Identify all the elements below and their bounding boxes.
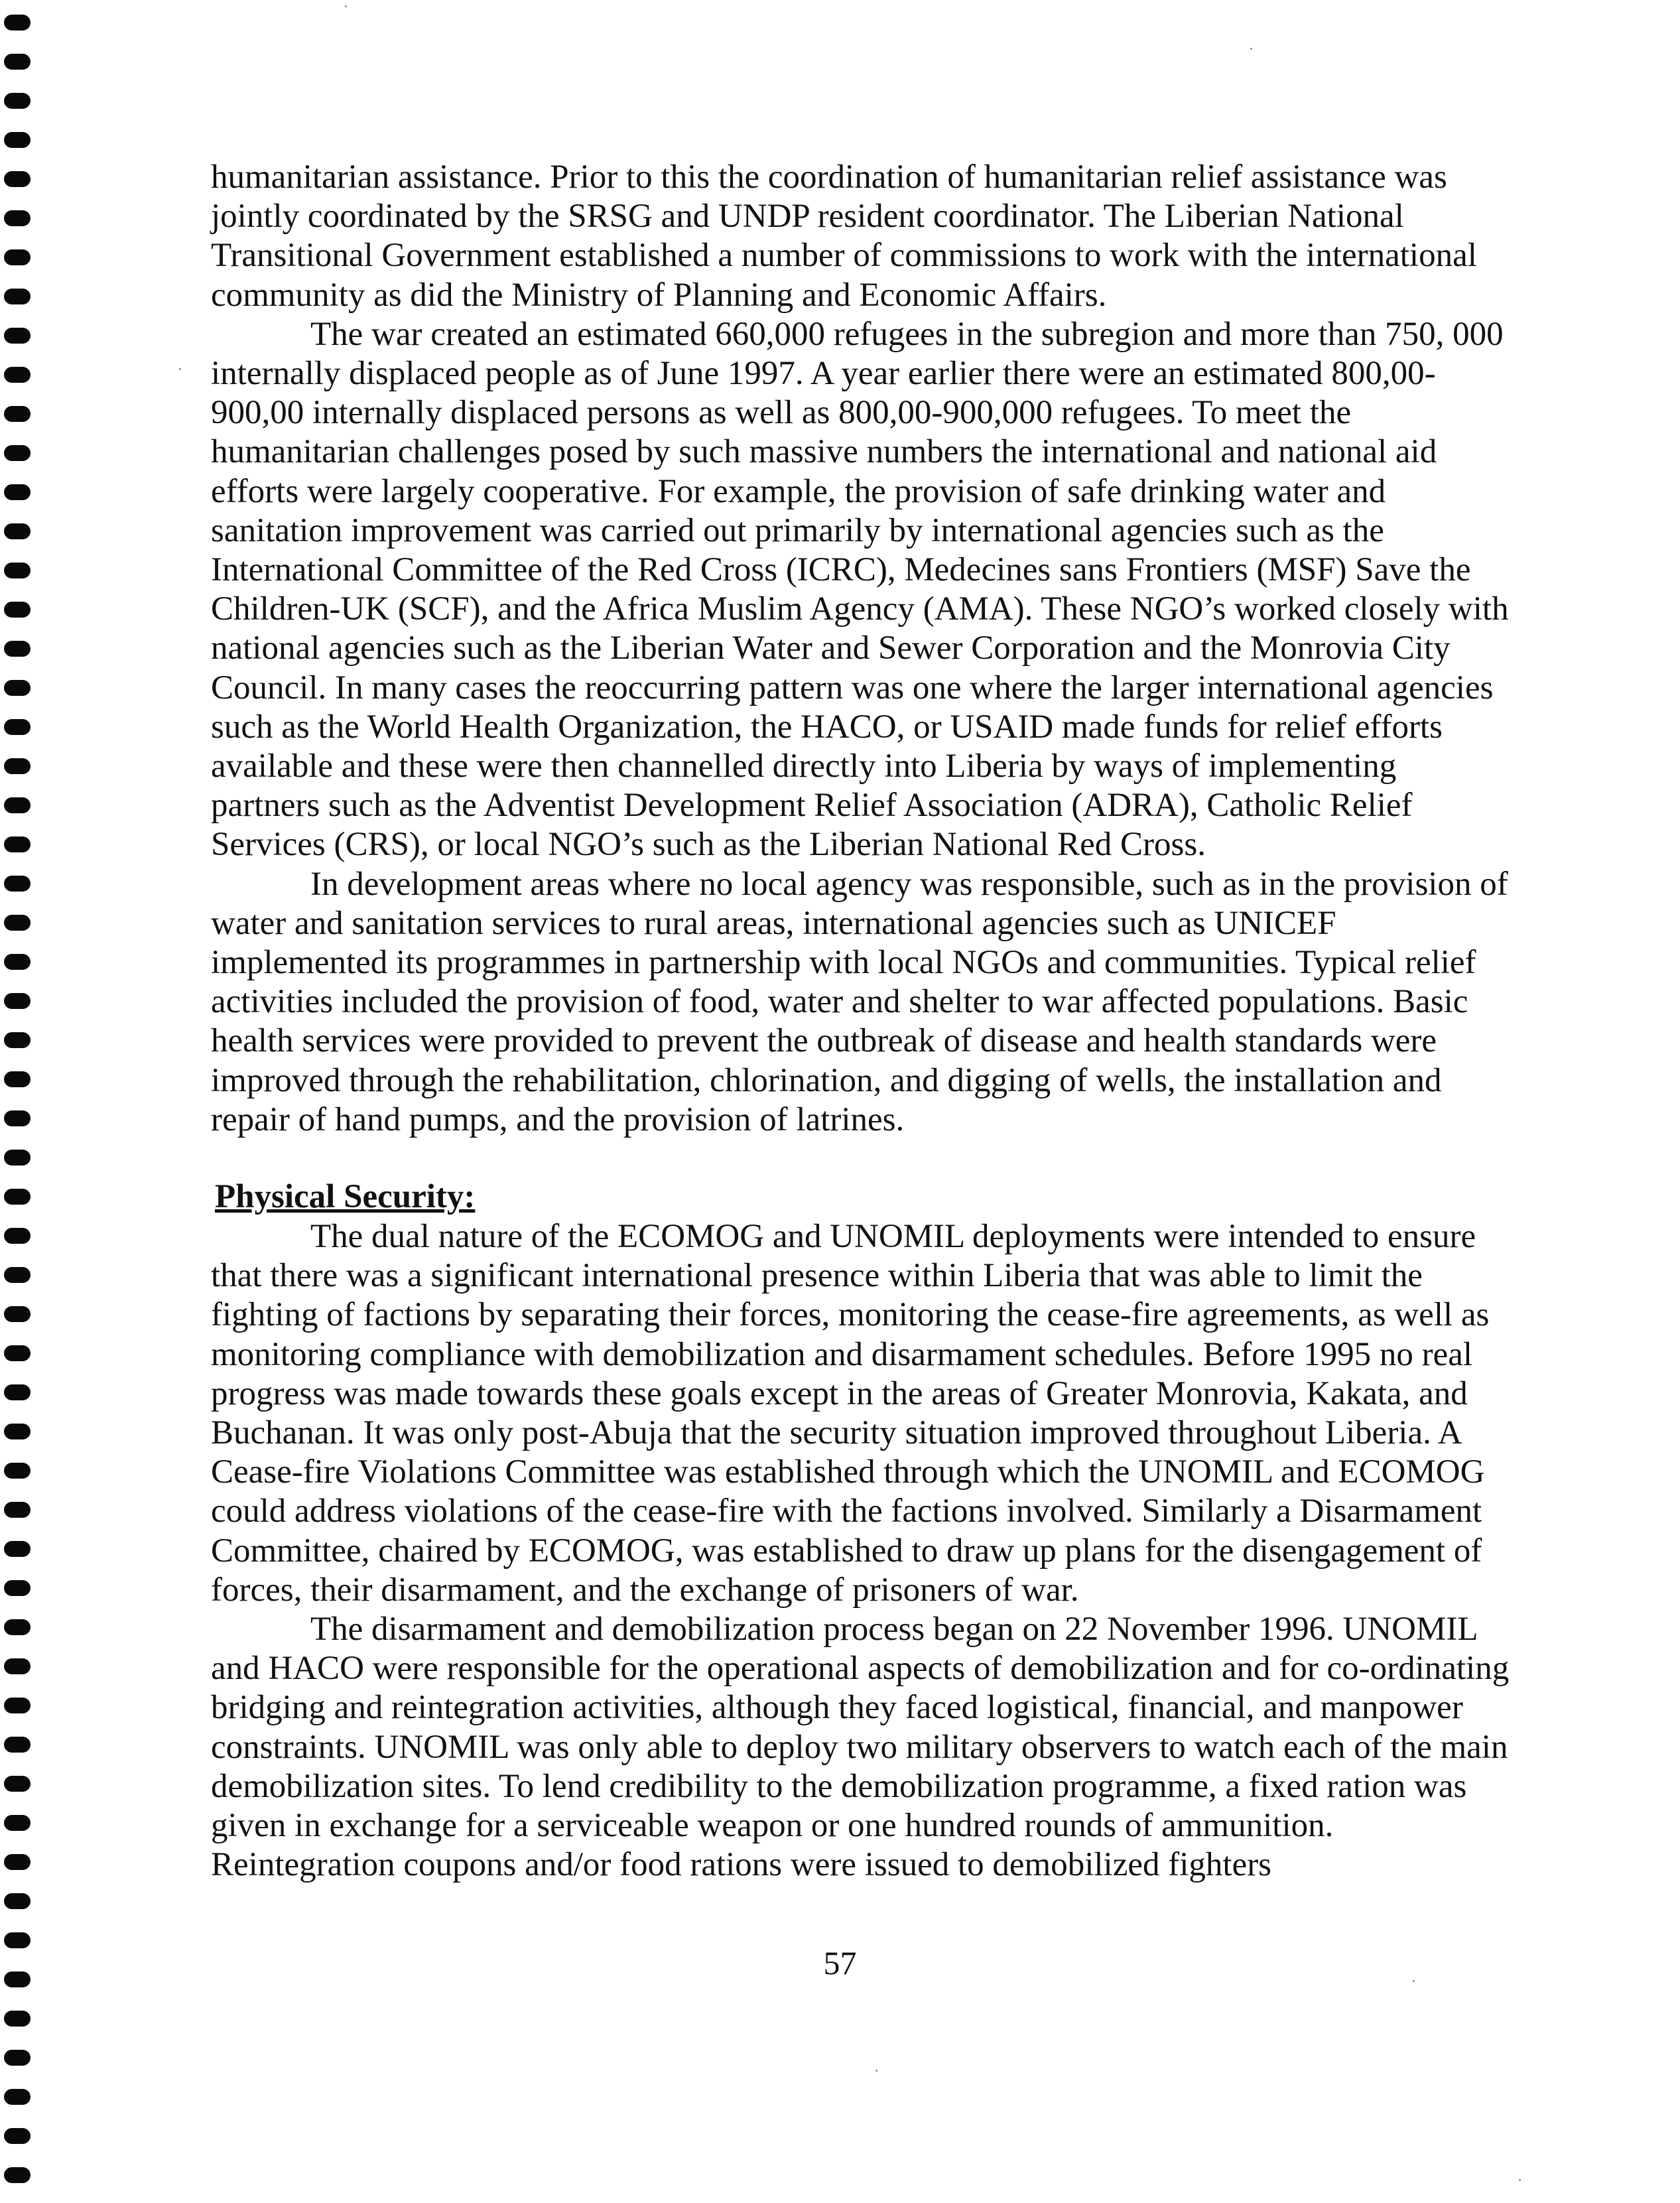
paragraph-disarmament-demobilization: The disarmament and demobilization process began on 22 November 1996. UNOMIL and HACO were responsible for the operational aspects of demobilization and for co-ordinating bridging and reintegration activities, although they faced logistical, financial, and manpower constraints. UNOMIL was only able to deploy two military observers to watch each of the main demobilization sites. To lend credibility to the demobilization programme, a fixed ration was given in exchange for a serviceable weapon or one hundred rounds of ammunition. Reintegration coupons and/or food rations were issued to demobilized fighters [211, 1611, 1510, 1884]
binding-hole [4, 132, 31, 148]
binding-hole [4, 680, 31, 696]
binding-hole [4, 1737, 31, 1753]
binding-hole [4, 1032, 31, 1048]
paragraph-ecomog-unomil-deployments: The dual nature of the ECOMOG and UNOMIL deployments were intended to ensure that there was a significant international presence within Liberia that was able to limit the fighting of factions by separating their forces, monitoring the cease-fire agreements, as well as monitoring compliance with demobilization and disarmament schedules. Before 1995 no real progress was made towards these goals except in the areas of Greater Monrovia, Kakata, and Buchanan. It was only post-Abuja that the security situation improved throughout Liberia. A Cease-fire Violations Committee was established through which the UNOMIL and ECOMOG could address violations of the cease-fire with the factions involved. Similarly a Disarmament Committee, chaired by ECOMOG, was established to draw up plans for the disengagement of forces, their disarmament, and the exchange of prisoners of war. [211, 1218, 1490, 1609]
binding-hole [4, 2050, 31, 2066]
scan-speck [1413, 1980, 1415, 1982]
binding-hole [4, 1384, 31, 1400]
binding-hole [4, 2011, 31, 2027]
binding-hole [4, 15, 31, 31]
binding-hole [4, 93, 31, 109]
binding-hole [4, 2089, 31, 2105]
binding-hole [4, 1502, 31, 1518]
binding-hole [4, 171, 31, 187]
binding-hole [4, 1267, 31, 1283]
binding-hole [4, 602, 31, 618]
section-heading-physical-security: Physical Security: [215, 1178, 476, 1215]
binding-hole [4, 367, 31, 383]
binding-hole [4, 210, 31, 226]
binding-hole [4, 719, 31, 735]
section-two-body [211, 1217, 1511, 1885]
scan-speck [1519, 2179, 1521, 2181]
binding-hole [4, 876, 31, 892]
binding-hole [4, 1854, 31, 1870]
binding-hole [4, 915, 31, 931]
binding-hole [4, 1698, 31, 1713]
binding-hole [4, 1306, 31, 1322]
binding-hole [4, 1815, 31, 1831]
paragraph-development-areas: In development areas where no local agency was responsible, such as in the provision of water and sanitation services to rural areas, international agencies such as UNICEF implemented its programmes in partnership with local NGOs and communities. Typical relief activities included the provision of food, water and shelter to war affected populations. Basic health services were provided to prevent the outbreak of disease and health standards were improved through the rehabilitation, chlorination, and digging of wells, the installation and repair of hand pumps, and the provision of latrines. [211, 865, 1508, 1138]
binding-hole [4, 484, 31, 500]
binding-hole [4, 406, 31, 422]
binding-hole [4, 1893, 31, 1909]
binding-hole [4, 249, 31, 265]
scan-speck [875, 2070, 877, 2072]
spiral-binding-holes [0, 0, 40, 2203]
binding-hole [4, 1424, 31, 1439]
binding-hole [4, 993, 31, 1009]
binding-hole [4, 2128, 31, 2144]
paragraph-refugees-and-aid: The war created an estimated 660,000 refugees in the subregion and more than 750, 000 internally displaced people as of June 1997. A year earlier there were an estimated 800,00-900,00 internally displaced persons as well as 800,00-900,000 refugees. To meet the humanitarian challenges posed by such massive numbers the international and national aid efforts were largely cooperative. For example, the provision of safe drinking water and sanitation improvement was carried out primarily by international agencies such as the International Committee of the Red Cross (ICRC), Medecines sans Frontiers (MSF) Save the Children-UK (SCF), and the Africa Muslim Agency (AMA). These NGO’s worked closely with national agencies such as the Liberian Water and Sewer Corporation and the Monrovia City Council. In many cases the reoccurring pattern was one where the larger international agencies such as the World Health Organization, the HACO, or USAID made funds for relief efforts available and these were then channelled directly into Liberia by ways of implementing partners such as the Adventist Development Relief Association (ADRA), Catholic Relief Services (CRS), or local NGO’s such as the Liberian National Red Cross. [211, 315, 1509, 864]
binding-hole [4, 523, 31, 539]
page-number: 57 [823, 1944, 857, 1981]
binding-hole [4, 1110, 31, 1126]
binding-hole [4, 1345, 31, 1361]
binding-hole [4, 328, 31, 344]
binding-hole [4, 1228, 31, 1244]
section-one-body [211, 158, 1511, 1140]
paragraph-humanitarian-coordination: humanitarian assistance. Prior to this the coordination of humanitarian relief assistance was jointly coordinated by the SRSG and UNDP resident coordinator. The Liberian National Transitional Government established a number of commissions to work with the international community as did the Ministry of Planning and Economic Affairs. [211, 159, 1477, 314]
binding-hole [4, 836, 31, 852]
scan-speck [1250, 48, 1252, 50]
binding-hole [4, 1150, 31, 1166]
binding-hole [4, 758, 31, 774]
binding-hole [4, 445, 31, 461]
binding-hole [4, 1580, 31, 1596]
binding-hole [4, 641, 31, 657]
binding-hole [4, 563, 31, 578]
binding-hole [4, 54, 31, 70]
binding-hole [4, 1658, 31, 1674]
binding-hole [4, 954, 31, 970]
binding-hole [4, 797, 31, 813]
scan-speck [179, 368, 181, 370]
binding-hole [4, 1541, 31, 1557]
binding-hole [4, 1776, 31, 1792]
binding-hole [4, 289, 31, 304]
binding-hole [4, 1189, 31, 1205]
binding-hole [4, 1619, 31, 1635]
scan-speck [345, 5, 347, 7]
binding-hole [4, 1463, 31, 1479]
binding-hole [4, 1071, 31, 1087]
binding-hole [4, 2167, 31, 2183]
